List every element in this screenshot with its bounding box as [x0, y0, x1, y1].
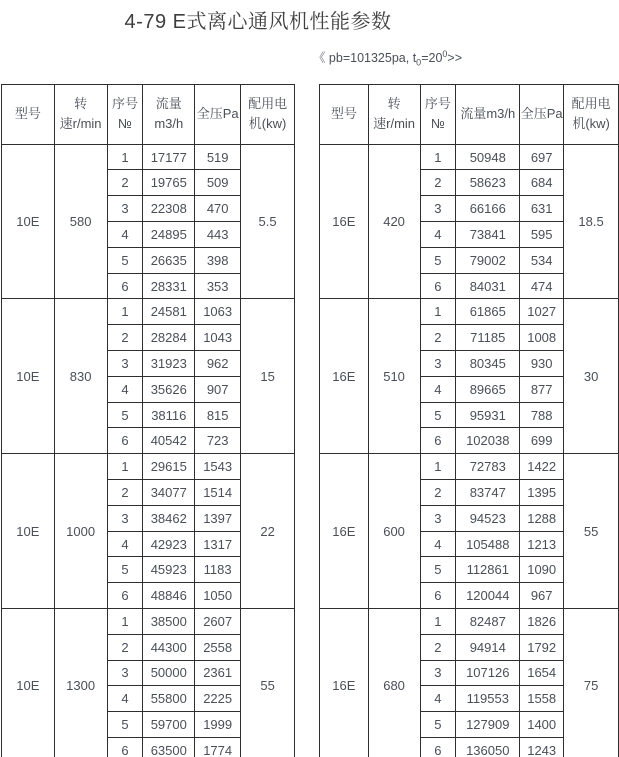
cell-pressure: 1514	[195, 480, 241, 506]
cell-flow: 63500	[143, 737, 195, 757]
cell-flow: 61865	[456, 299, 520, 325]
cell-flow: 120044	[456, 583, 520, 609]
cell-model: 10E	[2, 299, 55, 454]
cell-model: 16E	[320, 299, 369, 454]
cell-pressure: 1317	[195, 531, 241, 557]
col-header-flow: 流量m3/h	[456, 84, 520, 144]
cell-pressure: 1183	[195, 557, 241, 583]
subtitle-superscript: 0	[442, 49, 448, 59]
cell-pressure: 474	[520, 273, 564, 299]
cell-pressure: 699	[520, 428, 564, 454]
cell-flow: 38116	[143, 402, 195, 428]
col-header-speed: 转 速r/min	[368, 84, 420, 144]
cell-index: 4	[107, 222, 143, 248]
cell-pressure: 967	[520, 583, 564, 609]
cell-pressure: 2607	[195, 609, 241, 635]
cell-pressure: 1999	[195, 712, 241, 738]
cell-model: 16E	[320, 454, 369, 609]
cell-index: 4	[420, 376, 456, 402]
cell-flow: 95931	[456, 402, 520, 428]
col-header-index: 序号 №	[107, 84, 143, 144]
cell-pressure: 1543	[195, 454, 241, 480]
cell-index: 3	[107, 196, 143, 222]
cell-model: 16E	[320, 609, 369, 757]
cell-index: 2	[420, 325, 456, 351]
cell-speed: 600	[368, 454, 420, 609]
cell-index: 3	[107, 351, 143, 377]
cell-flow: 72783	[456, 454, 520, 480]
cell-flow: 42923	[143, 531, 195, 557]
cell-flow: 26635	[143, 247, 195, 273]
cell-index: 5	[107, 557, 143, 583]
cell-index: 6	[107, 583, 143, 609]
cell-flow: 107126	[456, 660, 520, 686]
cell-motor: 75	[564, 609, 619, 757]
cell-index: 1	[420, 454, 456, 480]
cell-pressure: 1397	[195, 505, 241, 531]
cell-pressure: 1654	[520, 660, 564, 686]
col-header-model: 型号	[2, 84, 55, 144]
cell-flow: 44300	[143, 634, 195, 660]
cell-pressure: 815	[195, 402, 241, 428]
cell-index: 2	[107, 325, 143, 351]
table-row	[2, 609, 295, 635]
cell-flow: 127909	[456, 712, 520, 738]
table-row	[320, 454, 619, 480]
cell-model: 10E	[2, 454, 55, 609]
cell-motor: 15	[241, 299, 295, 454]
cell-speed: 680	[368, 609, 420, 757]
cell-pressure: 1422	[520, 454, 564, 480]
header-row	[320, 84, 619, 144]
cell-index: 5	[420, 402, 456, 428]
cell-motor: 55	[564, 454, 619, 609]
subtitle-mid: =20	[421, 51, 443, 66]
cell-index: 6	[420, 428, 456, 454]
cell-flow: 45923	[143, 557, 195, 583]
cell-flow: 73841	[456, 222, 520, 248]
cell-index: 4	[420, 531, 456, 557]
cell-flow: 17177	[143, 144, 195, 170]
cell-index: 6	[420, 583, 456, 609]
cell-flow: 89665	[456, 376, 520, 402]
cell-index: 1	[420, 299, 456, 325]
cell-speed: 1300	[54, 609, 107, 757]
cell-flow: 38500	[143, 609, 195, 635]
col-header-motor: 配用电 机(kw)	[241, 84, 295, 144]
cell-flow: 119553	[456, 686, 520, 712]
col-header-index: 序号 №	[420, 84, 456, 144]
cell-index: 5	[107, 712, 143, 738]
cell-flow: 24895	[143, 222, 195, 248]
cell-index: 6	[107, 273, 143, 299]
cell-pressure: 877	[520, 376, 564, 402]
cell-index: 5	[420, 247, 456, 273]
table-row	[2, 144, 295, 170]
cell-flow: 38462	[143, 505, 195, 531]
cell-pressure: 1558	[520, 686, 564, 712]
cell-index: 3	[420, 505, 456, 531]
cell-pressure: 930	[520, 351, 564, 377]
cell-flow: 24581	[143, 299, 195, 325]
cell-index: 6	[107, 428, 143, 454]
cell-flow: 34077	[143, 480, 195, 506]
cell-flow: 50948	[456, 144, 520, 170]
cell-flow: 102038	[456, 428, 520, 454]
cell-index: 1	[420, 609, 456, 635]
table-row	[2, 454, 295, 480]
cell-index: 5	[107, 402, 143, 428]
cell-pressure: 470	[195, 196, 241, 222]
cell-pressure: 443	[195, 222, 241, 248]
cell-pressure: 2225	[195, 686, 241, 712]
cell-index: 6	[420, 273, 456, 299]
cell-index: 6	[420, 737, 456, 757]
cell-speed: 420	[368, 144, 420, 299]
subtitle-prefix: 《 pb=101325pa, t	[312, 51, 417, 66]
cell-flow: 82487	[456, 609, 520, 635]
cell-pressure: 1243	[520, 737, 564, 757]
cell-flow: 79002	[456, 247, 520, 273]
cell-pressure: 353	[195, 273, 241, 299]
table-row	[320, 609, 619, 635]
cell-flow: 48846	[143, 583, 195, 609]
col-header-flow: 流量 m3/h	[143, 84, 195, 144]
col-header-motor: 配用电 机(kw)	[564, 84, 619, 144]
cell-pressure: 788	[520, 402, 564, 428]
page-title: 4-79 E式离心通风机性能参数	[124, 11, 392, 33]
cell-flow: 19765	[143, 170, 195, 196]
cell-index: 3	[420, 196, 456, 222]
cell-flow: 59700	[143, 712, 195, 738]
cell-pressure: 962	[195, 351, 241, 377]
cell-index: 1	[107, 609, 143, 635]
cell-flow: 29615	[143, 454, 195, 480]
cell-flow: 66166	[456, 196, 520, 222]
cell-model: 10E	[2, 609, 55, 757]
cell-flow: 94523	[456, 505, 520, 531]
cell-index: 2	[107, 480, 143, 506]
page-subtitle	[0, 46, 619, 72]
col-header-pressure: 全压Pa	[520, 84, 564, 144]
cell-flow: 58623	[456, 170, 520, 196]
cell-index: 4	[107, 531, 143, 557]
cell-index: 3	[107, 505, 143, 531]
cell-motor: 30	[564, 299, 619, 454]
cell-flow: 105488	[456, 531, 520, 557]
cell-flow: 83747	[456, 480, 520, 506]
cell-index: 5	[420, 712, 456, 738]
cell-index: 2	[107, 634, 143, 660]
header-row	[2, 84, 295, 144]
cell-flow: 71185	[456, 325, 520, 351]
cell-pressure: 723	[195, 428, 241, 454]
cell-flow: 22308	[143, 196, 195, 222]
cell-pressure: 1774	[195, 737, 241, 757]
cell-model: 10E	[2, 144, 55, 299]
cell-index: 1	[107, 144, 143, 170]
table-row	[320, 299, 619, 325]
cell-pressure: 1395	[520, 480, 564, 506]
cell-pressure: 1063	[195, 299, 241, 325]
cell-pressure: 1027	[520, 299, 564, 325]
cell-flow: 40542	[143, 428, 195, 454]
cell-pressure: 1043	[195, 325, 241, 351]
cell-flow: 31923	[143, 351, 195, 377]
cell-speed: 580	[54, 144, 107, 299]
cell-pressure: 631	[520, 196, 564, 222]
cell-index: 5	[107, 247, 143, 273]
cell-index: 4	[420, 222, 456, 248]
fan-table-right	[319, 84, 619, 757]
cell-flow: 55800	[143, 686, 195, 712]
cell-pressure: 534	[520, 247, 564, 273]
cell-index: 4	[107, 686, 143, 712]
table-row	[320, 144, 619, 170]
cell-motor: 22	[241, 454, 295, 609]
tables-container	[1, 84, 619, 757]
cell-index: 6	[107, 737, 143, 757]
cell-index: 5	[420, 557, 456, 583]
cell-index: 2	[420, 170, 456, 196]
subtitle-suffix: >>	[447, 51, 463, 66]
cell-motor: 5.5	[241, 144, 295, 299]
col-header-speed: 转 速r/min	[54, 84, 107, 144]
cell-flow: 112861	[456, 557, 520, 583]
cell-pressure: 1826	[520, 609, 564, 635]
subtitle-subscript: 0	[416, 57, 422, 68]
cell-flow: 80345	[456, 351, 520, 377]
cell-motor: 55	[241, 609, 295, 757]
cell-pressure: 907	[195, 376, 241, 402]
cell-flow: 35626	[143, 376, 195, 402]
cell-flow: 136050	[456, 737, 520, 757]
cell-pressure: 1090	[520, 557, 564, 583]
cell-pressure: 1792	[520, 634, 564, 660]
cell-motor: 18.5	[564, 144, 619, 299]
cell-pressure: 1008	[520, 325, 564, 351]
cell-index: 1	[420, 144, 456, 170]
cell-speed: 1000	[54, 454, 107, 609]
cell-index: 4	[107, 376, 143, 402]
cell-index: 1	[107, 299, 143, 325]
cell-flow: 28331	[143, 273, 195, 299]
cell-pressure: 1213	[520, 531, 564, 557]
cell-pressure: 1288	[520, 505, 564, 531]
fan-table-left	[1, 84, 295, 757]
col-header-model: 型号	[320, 84, 369, 144]
cell-pressure: 1400	[520, 712, 564, 738]
cell-model: 16E	[320, 144, 369, 299]
cell-pressure: 684	[520, 170, 564, 196]
cell-index: 3	[107, 660, 143, 686]
cell-index: 2	[420, 480, 456, 506]
cell-pressure: 519	[195, 144, 241, 170]
cell-index: 4	[420, 686, 456, 712]
cell-index: 2	[107, 170, 143, 196]
cell-pressure: 509	[195, 170, 241, 196]
cell-flow: 84031	[456, 273, 520, 299]
cell-pressure: 2558	[195, 634, 241, 660]
cell-flow: 28284	[143, 325, 195, 351]
cell-flow: 50000	[143, 660, 195, 686]
cell-flow: 94914	[456, 634, 520, 660]
cell-pressure: 2361	[195, 660, 241, 686]
cell-pressure: 595	[520, 222, 564, 248]
cell-index: 2	[420, 634, 456, 660]
col-header-pressure: 全压Pa	[195, 84, 241, 144]
table-row	[2, 299, 295, 325]
cell-pressure: 1050	[195, 583, 241, 609]
cell-index: 3	[420, 351, 456, 377]
cell-speed: 510	[368, 299, 420, 454]
cell-index: 1	[107, 454, 143, 480]
cell-index: 3	[420, 660, 456, 686]
cell-pressure: 398	[195, 247, 241, 273]
cell-pressure: 697	[520, 144, 564, 170]
cell-speed: 830	[54, 299, 107, 454]
